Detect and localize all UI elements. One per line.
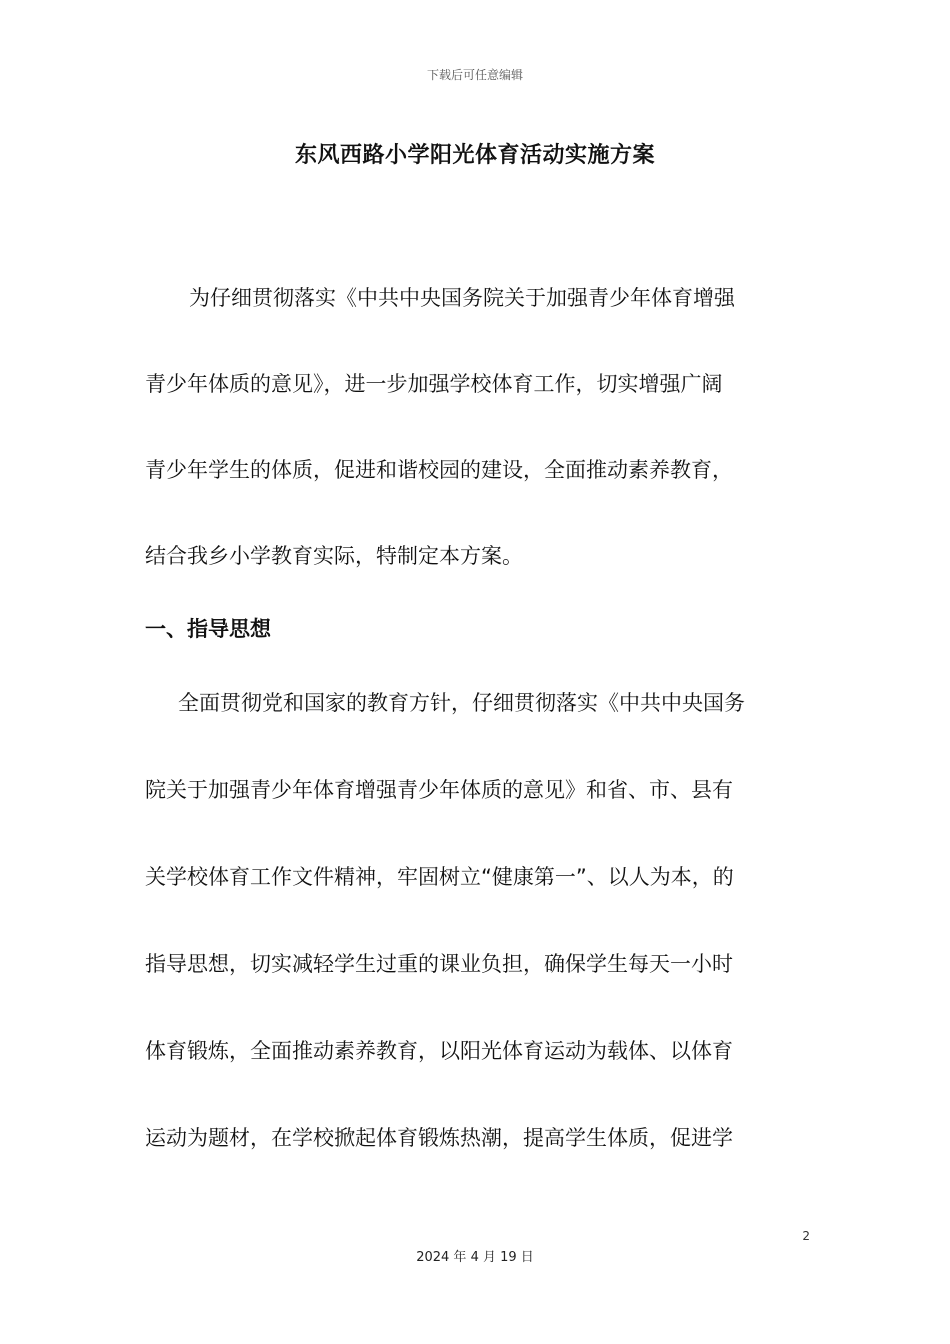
- paragraph-line: 体育锻炼，全面推动素养教育，以阳光体育运动为载体、以体育: [145, 1039, 733, 1063]
- paragraph-line: 全面贯彻党和国家的教育方针，仔细贯彻落实《中共中央国务: [178, 691, 745, 715]
- document-title: 东风西路小学阳光体育活动实施方案: [294, 143, 655, 168]
- footer-date: 2024 年 4 月 19 日: [416, 1250, 534, 1265]
- paragraph-line: 院关于加强青少年体育增强青少年体质的意见》和省、市、县有: [145, 778, 733, 802]
- paragraph-line: 结合我乡小学教育实际，特制定本方案。: [145, 544, 523, 568]
- header-note: 下载后可任意编辑: [426, 68, 523, 82]
- paragraph-line: 青少年体质的意见》，进一步加强学校体育工作，切实增强广阔: [145, 372, 723, 396]
- paragraph-line: 青少年学生的体质，促进和谐校园的建设，全面推动素养教育，: [145, 458, 733, 482]
- section-heading: 一、指导思想: [145, 617, 271, 641]
- paragraph-line: 关学校体育工作文件精神，牢固树立“健康第一”、以人为本，的: [145, 865, 734, 889]
- paragraph-line: 运动为题材，在学校掀起体育锻炼热潮，提高学生体质，促进学: [145, 1126, 733, 1150]
- paragraph-line: 指导思想，切实减轻学生过重的课业负担，确保学生每天一小时: [145, 952, 733, 976]
- paragraph-line: 为仔细贯彻落实《中共中央国务院关于加强青少年体育增强: [189, 286, 735, 310]
- page-number: 2: [802, 1229, 810, 1243]
